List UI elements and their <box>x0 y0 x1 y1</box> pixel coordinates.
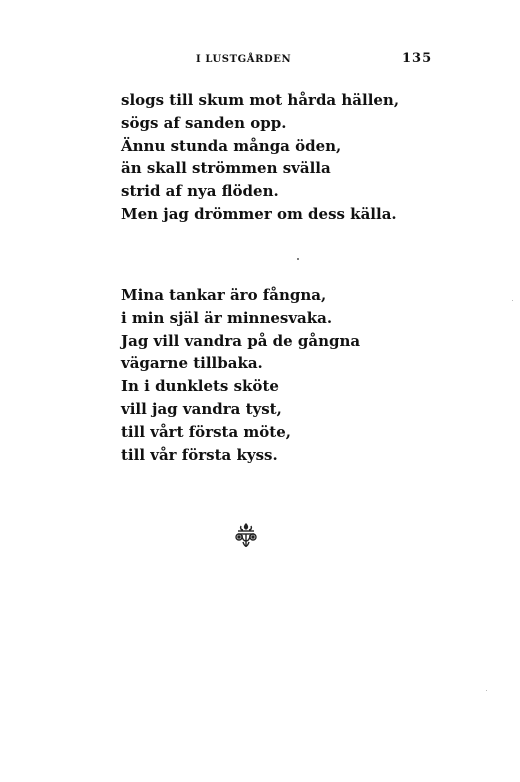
paper-speck <box>512 300 513 301</box>
stanza-2 <box>121 284 360 466</box>
poem-line: slogs till skum mot hårda hällen, <box>121 91 400 109</box>
running-title: I LUSTGÅRDEN <box>196 54 292 65</box>
poem-line: än skall strömmen svälla <box>121 159 331 178</box>
poem-line: In i dunklets sköte <box>121 377 279 396</box>
poem-line: sögs af sanden opp. <box>121 113 287 132</box>
poem-line: till vår första kyss. <box>121 445 278 464</box>
poem-line: i min själ är minnesvaka. <box>121 308 333 327</box>
poem-line: till vårt första möte, <box>121 422 291 441</box>
poem-line: strid af nya flöden. <box>121 182 279 201</box>
floral-fleuron-icon <box>233 522 259 548</box>
poem-line: Jag vill vandra på de gångna <box>121 331 361 350</box>
poem-line: vägarne tillbaka. <box>121 354 263 373</box>
stanza-divider-dot <box>297 258 299 260</box>
poem-line: Men jag drömmer om dess källa. <box>121 204 397 223</box>
page-number: 135 <box>402 51 433 66</box>
poem-line: Ännu stunda många öden, <box>121 136 342 155</box>
poem-line: Mina tankar äro fångna, <box>121 286 327 304</box>
poem-line: vill jag vandra tyst, <box>121 399 282 418</box>
paper-speck <box>486 690 487 691</box>
stanza-1 <box>121 89 399 226</box>
